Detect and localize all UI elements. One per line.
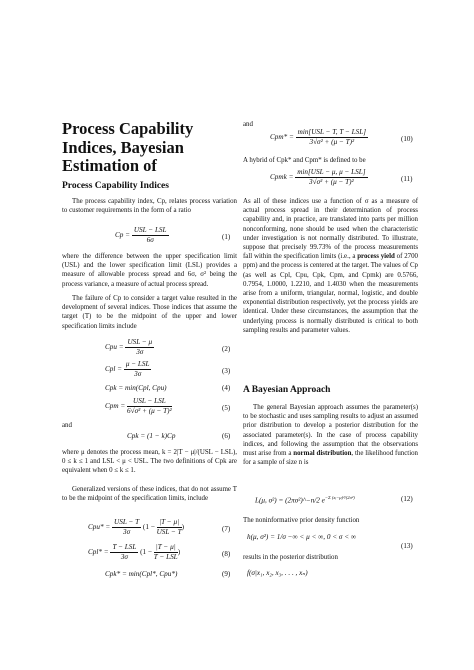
equation-number: (13) <box>401 542 413 550</box>
denominator: 3σ <box>120 553 128 561</box>
equation-6: Cpk = (1 − k)Cp <box>127 432 176 440</box>
key-term: normal distribution <box>293 450 352 458</box>
exponent: −Σ (xᵢ−μ)²/(2σ²) <box>324 495 355 500</box>
equation-number: (8) <box>222 550 231 558</box>
text-run: As all of these indices use a function of σ as a measure of actual process spread in their determination of process capability and, in practice, are translated into parts per million nonconforming, none should be used when the characteristic under investigation is not normally distributed. To illustrate, suppose that precisely 99.73% of the process measurements fall within the specification limits (i.e., a <box>243 198 418 261</box>
fraction <box>154 543 178 562</box>
paragraph: Generalized versions of these indices, that do not assume T to be the midpoint of the specification limits, include <box>62 486 237 503</box>
numerator: USL − LSL <box>133 226 167 234</box>
paragraph: The process capability index, Cp, relates process variation to customer requirements in the form of a ratio <box>62 198 237 215</box>
eq-body: L(μ, σ²) = (2πσ²)^−n/2 e <box>255 496 325 505</box>
fraction <box>110 543 138 562</box>
numerator: μ − LSL <box>125 360 150 368</box>
equation-number: (1) <box>222 233 231 241</box>
equation-number: (11) <box>401 175 413 183</box>
denominator: 6σ <box>146 236 154 244</box>
text-run: , the likelihood function for a sample of size n is <box>243 450 418 467</box>
fraction <box>132 226 169 245</box>
fraction <box>112 518 141 537</box>
equation-9: Cpk* = min(Cpl*, Cpu*) <box>105 570 178 578</box>
eq-lhs: Cpm = <box>105 402 126 411</box>
eq-lhs: Cpu* = <box>88 523 111 532</box>
numerator: USL − T <box>114 518 140 526</box>
key-term: process yield <box>357 253 395 261</box>
denominator: 6√σ² + (μ − T)² <box>127 407 172 415</box>
numerator: USL − μ <box>127 338 153 346</box>
equation-11 <box>270 168 368 187</box>
paragraph: The failure of Cp to consider a target value resulted in the development of several indices. Those indices that assume the target (T) to be the midpoint of the upper and lower specification limits include <box>62 295 237 330</box>
equation-number: (12) <box>401 495 413 503</box>
eq-lhs: Cpl = <box>105 365 123 374</box>
equation-number: (2) <box>222 345 231 353</box>
fraction <box>295 168 367 187</box>
denominator: 3√σ² + (μ − T)² <box>309 138 355 146</box>
numerator: |T − μ| <box>157 518 182 528</box>
equation-number: (6) <box>222 432 231 440</box>
article-title: Process Capability Indices, Bayesian Estimation of <box>62 119 194 175</box>
fraction <box>157 518 182 537</box>
numerator: USL − LSL <box>127 397 172 407</box>
eq-lhs: Cp = <box>115 231 131 240</box>
paragraph: The noninformative prior density function <box>243 517 360 524</box>
fraction <box>127 397 172 416</box>
section-heading: A Bayesian Approach <box>243 385 331 395</box>
text-run: of 2700 ppm) and the process is centered at the target. The values of Cp (as well as Cpl, Cpu, Cpk, Cpm, and Cpmk) are 0.5766, 0.7954, 1.0000, 1.2210, and 1.4030 when the measurements arise from a uniform, triangular, normal, logistic, and double exponential distribution respectively, yet the process yields are identical. Under these circumstances, the assumption that the underlying process is normally distributed is critical to both sampling results and parameter values. <box>243 253 418 334</box>
equation-1 <box>115 226 169 245</box>
equation-12 <box>255 495 355 504</box>
paragraph <box>243 197 418 335</box>
numerator: |T − μ| <box>154 543 178 553</box>
eq-lhs: Cpmk = <box>270 173 294 182</box>
numerator: min[USL − μ, μ − LSL] <box>297 168 366 176</box>
connector-text: and <box>62 422 72 429</box>
equation-14: f(σ|x₁, x₂, x₃, . . . , xₙ) <box>247 569 308 577</box>
equation-number: (9) <box>222 570 231 578</box>
paragraph: results in the posterior distribution <box>243 554 338 561</box>
fraction <box>125 338 154 357</box>
denominator: 3σ <box>134 370 142 378</box>
paragraph: where the difference between the upper specification limit (USL) and the lower specification limit (LSL) provides a measure of allowable process spread and 6σ, σ² being the process variance, a measure of actual process spread. <box>62 253 237 288</box>
equation-number: (5) <box>222 404 231 412</box>
connector-text: and <box>243 121 253 128</box>
equation-8: Cpl* = $\frac{\text{T − LSL}}{3\sigma}$ (1 − $\frac{|T - \mu|}{\text{T − LSL}}$ ) <box>88 543 181 561</box>
equation-number: (4) <box>222 384 231 392</box>
denominator: 3σ <box>123 528 131 536</box>
equation-3 <box>105 360 151 379</box>
eq-lhs: Cpm* = <box>270 133 294 142</box>
equation-10 <box>270 128 368 147</box>
paragraph <box>243 403 418 467</box>
equation-7: Cpu* = $\frac{\text{USL − T}}{3\sigma}$ (1 − $\frac{|T - \mu|}{\text{USL − T}}$ ) <box>88 518 185 536</box>
equation-4: Cpk = min(Cpl, Cpu) <box>105 384 167 392</box>
text-run: The general Bayesian approach assumes the parameter(s) to be stochastic and uses sampling results to adjust an assumed prior distribution to develop a posterior distribution for the associated parameter(s). In the case of process capability indices, and following the assumption that the observations must arise from a <box>243 404 418 458</box>
equation-5 <box>105 397 172 416</box>
denominator: 3√σ² + (μ − T)² <box>309 178 354 186</box>
section-heading: Process Capability Indices <box>62 181 169 191</box>
equation-13: h(μ, σ²) = 1/σ −∞ < μ < ∞, 0 < σ < ∞ <box>247 533 356 541</box>
paragraph: where μ denotes the process mean, k = 2|T − μ|/(USL − LSL), 0 ≤ k ≤ 1 and LSL < μ < USL. The two definitions of Cpk are equivalent when 0 ≤ k ≤ 1. <box>62 449 237 475</box>
numerator: min[USL − T, T − LSL] <box>297 128 367 136</box>
fraction <box>296 128 368 147</box>
equation-number: (10) <box>401 135 413 143</box>
paragraph: A hybrid of Cpk* and Cpm* is defined to be <box>243 157 366 164</box>
numerator: T − LSL <box>112 543 137 551</box>
denominator: 3σ <box>136 348 144 356</box>
eq-lhs: Cpu = <box>105 343 124 352</box>
equation-2 <box>105 338 154 357</box>
denominator: USL − T <box>156 528 182 536</box>
fraction <box>124 360 152 379</box>
equation-number: (3) <box>222 367 231 375</box>
eq-lhs: Cpl* = <box>88 548 109 557</box>
denominator: T − LSL <box>153 553 178 561</box>
equation-number: (7) <box>222 525 231 533</box>
